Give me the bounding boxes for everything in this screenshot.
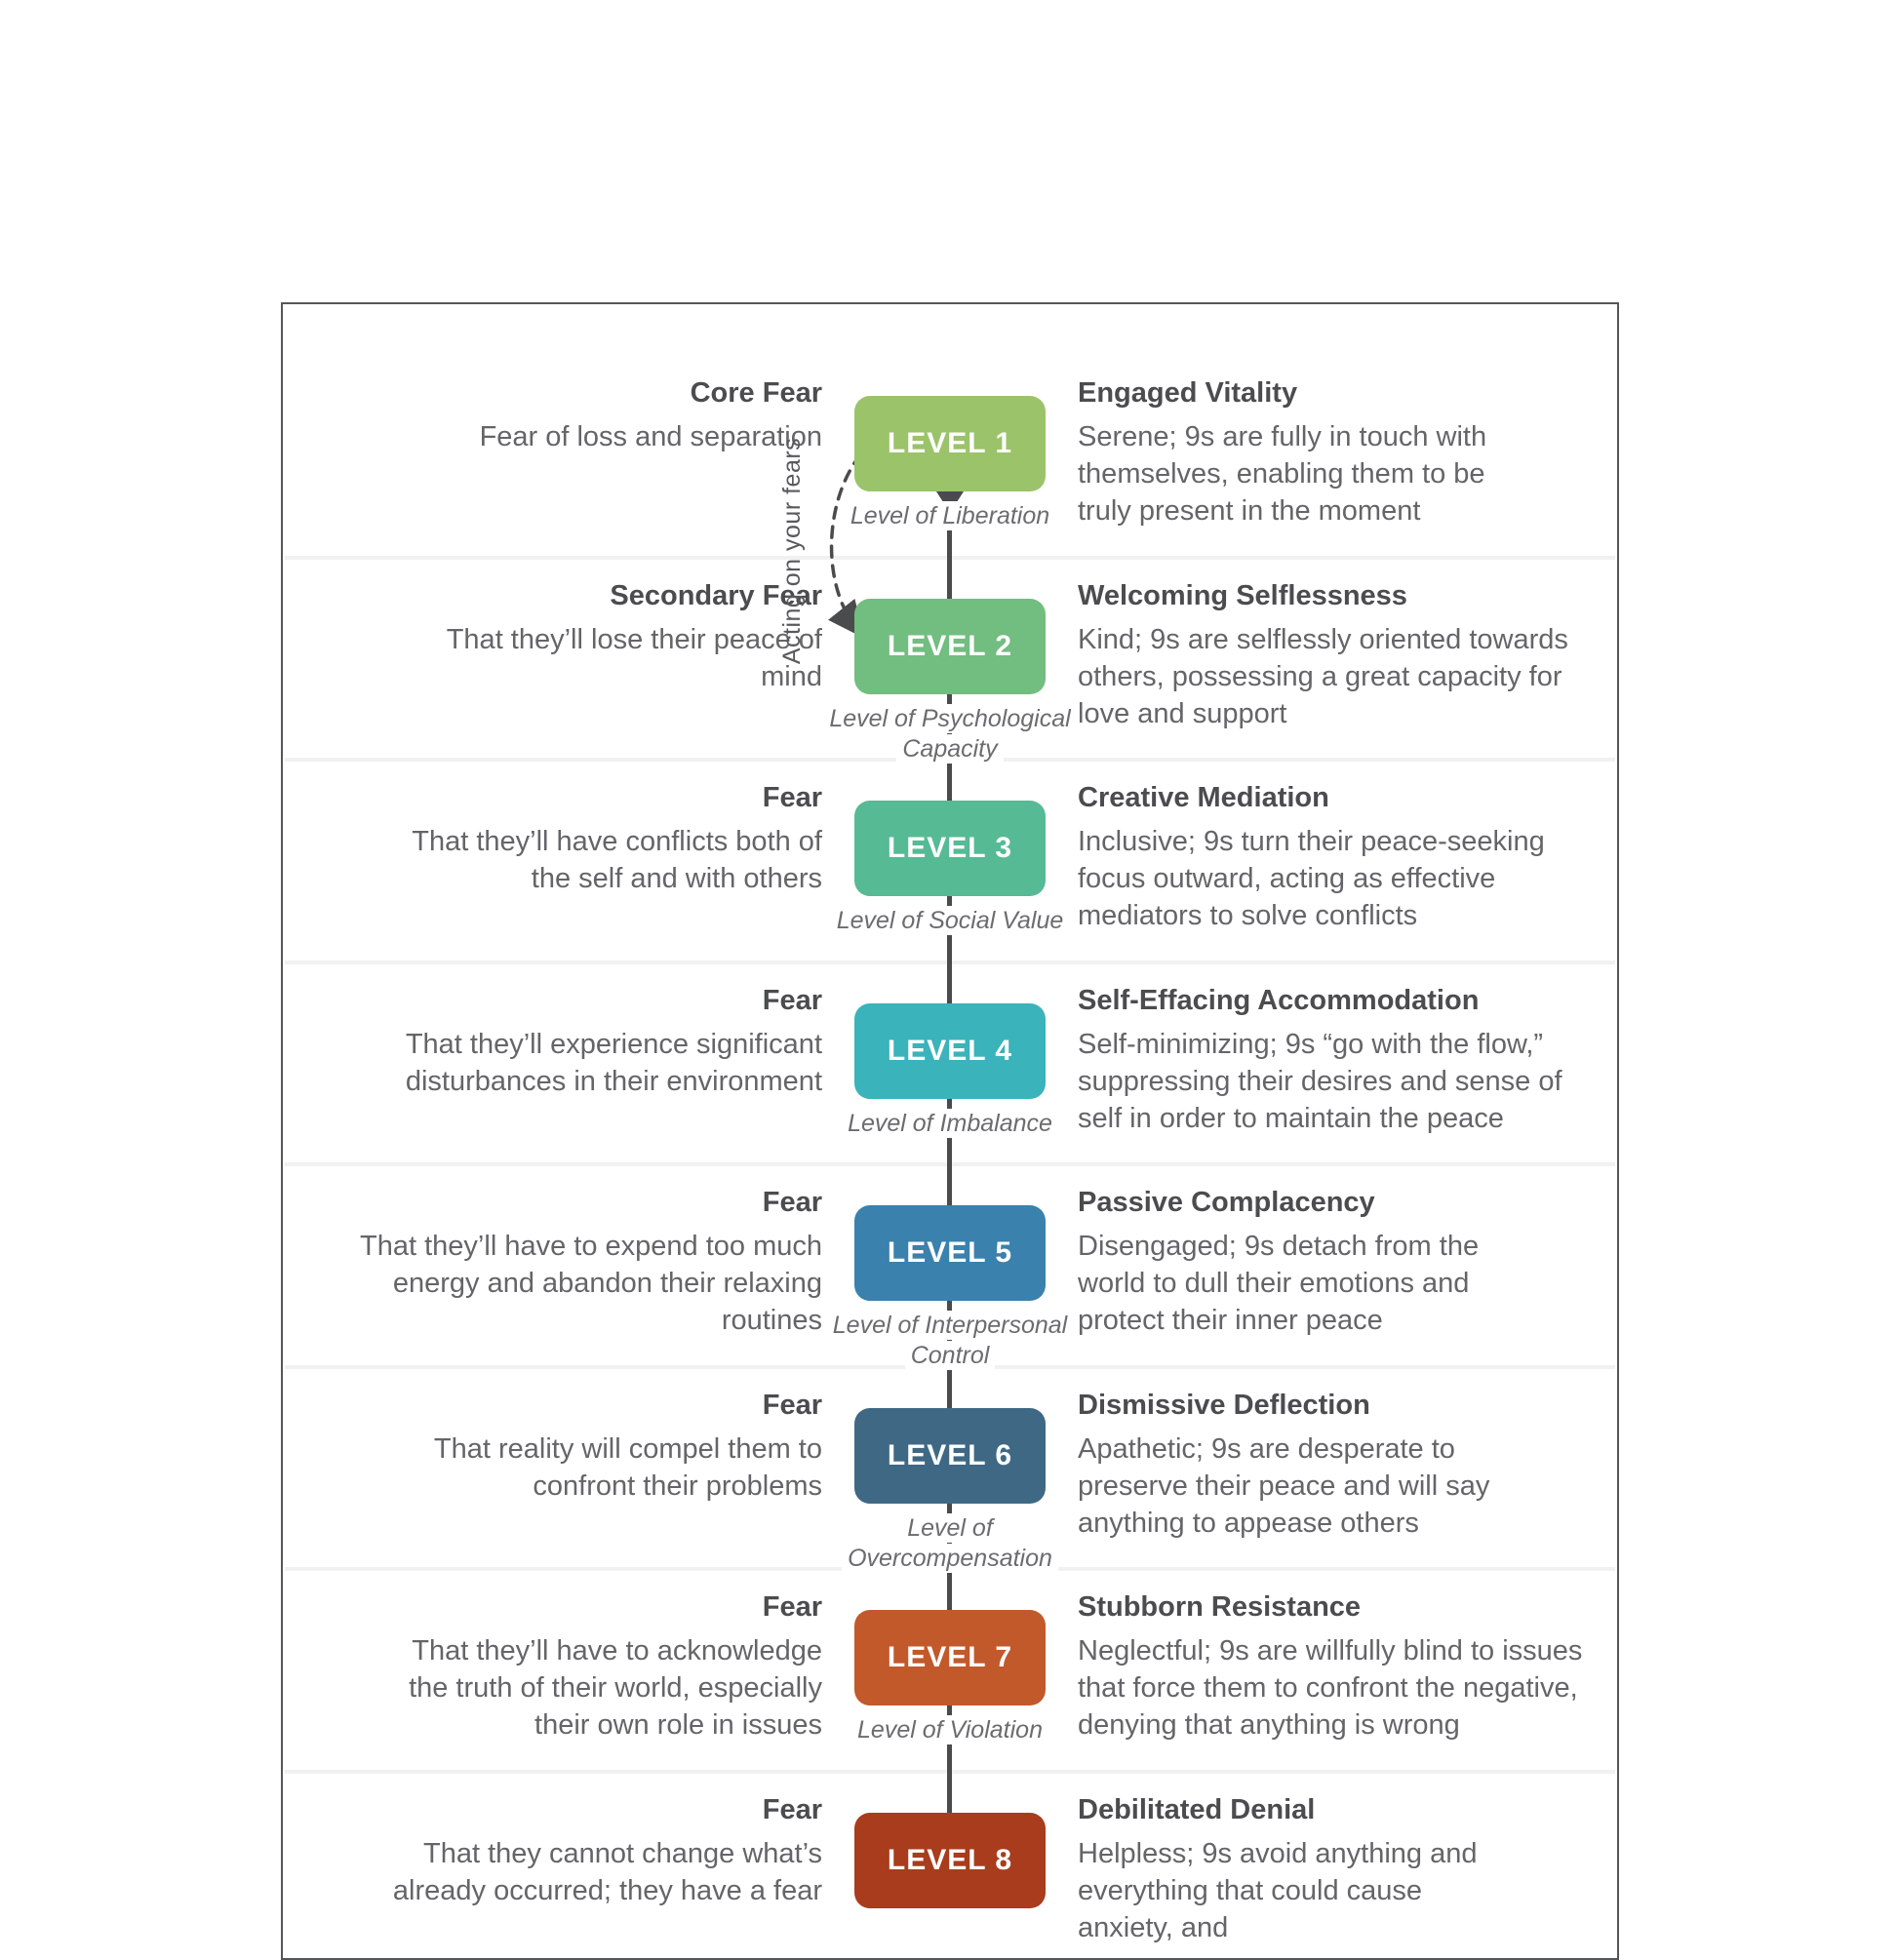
state-block	[1078, 1184, 1629, 1339]
state-title: Creative Mediation	[1078, 782, 1329, 813]
fear-title: Fear	[762, 1794, 822, 1825]
state-title: Passive Complacency	[1078, 1187, 1375, 1218]
state-title: Stubborn Resistance	[1078, 1591, 1362, 1623]
state-block	[1078, 1588, 1629, 1744]
level-7-badge: LEVEL 7	[854, 1610, 1046, 1705]
fear-description: That they’ll have to expend too much energy and abandon their relaxing routines	[360, 1231, 822, 1336]
state-block	[1078, 577, 1629, 732]
level-4-badge: LEVEL 4	[854, 1003, 1046, 1099]
level-label: Level of Psychological Capacity	[818, 704, 1082, 764]
level-6-badge: LEVEL 6	[854, 1408, 1046, 1504]
fear-description: That they’ll have conflicts both of the self and with others	[412, 826, 822, 894]
fear-title: Fear	[762, 1390, 822, 1421]
fear-title: Fear	[762, 1187, 822, 1218]
state-title: Welcoming Selflessness	[1078, 580, 1407, 611]
level-label: Level of Interpersonal Control	[818, 1311, 1082, 1371]
state-block	[1078, 982, 1629, 1137]
state-block	[1078, 1387, 1629, 1542]
fear-title: Core Fear	[690, 377, 822, 409]
state-title: Debilitated Denial	[1078, 1794, 1316, 1825]
fear-block	[281, 374, 822, 455]
state-description: Serene; 9s are fully in touch with themselves, enabling them to be truly present in the moment	[1078, 421, 1487, 527]
state-block	[1078, 779, 1629, 934]
acting-arrow-label: Acting on your fears	[778, 437, 806, 665]
fear-block	[281, 1791, 822, 1909]
fear-description: That they cannot change what’s already occurred; they have a fear	[392, 1838, 822, 1906]
state-description: Self-minimizing; 9s “go with the flow,” suppressing their desires and sense of self in order to maintain the peace	[1078, 1029, 1562, 1134]
level-3-badge: LEVEL 3	[854, 801, 1046, 896]
level-1-badge: LEVEL 1	[854, 396, 1046, 491]
fear-description: Fear of loss and separation	[479, 421, 822, 452]
level-label: Level of Imbalance	[818, 1109, 1082, 1139]
state-description: Inclusive; 9s turn their peace-seeking focus outward, acting as effective mediators to solve conflicts	[1078, 826, 1545, 931]
fear-description: That they’ll experience significant disturbances in their environment	[405, 1029, 822, 1097]
state-description: Apathetic; 9s are desperate to preserve their peace and will say anything to appease others	[1078, 1433, 1490, 1539]
fear-block	[281, 577, 822, 695]
level-2-badge: LEVEL 2	[854, 599, 1046, 694]
fear-block	[281, 1387, 822, 1505]
state-description: Neglectful; 9s are willfully blind to issues that force them to confront the negative, denying that anything is wrong	[1078, 1635, 1583, 1741]
level-label: Level of Social Value	[818, 906, 1082, 936]
fear-description: That reality will compel them to confront their problems	[433, 1433, 822, 1502]
state-block	[1078, 1791, 1629, 1946]
fear-block	[281, 1588, 822, 1744]
fear-title: Fear	[762, 1591, 822, 1623]
level-label	[818, 1918, 1082, 1948]
level-label: Level of Overcompensation	[818, 1513, 1082, 1574]
state-description: Disengaged; 9s detach from the world to dull their emotions and protect their inner peace	[1078, 1231, 1480, 1336]
state-title: Engaged Vitality	[1078, 377, 1298, 409]
fear-title: Secondary Fear	[610, 580, 822, 611]
level-5-badge: LEVEL 5	[854, 1205, 1046, 1301]
state-title: Self-Effacing Accommodation	[1078, 985, 1480, 1016]
fear-block	[281, 1184, 822, 1339]
state-block	[1078, 374, 1629, 529]
fear-title: Fear	[762, 985, 822, 1016]
level-label: Level of Violation	[818, 1715, 1082, 1745]
state-description: Helpless; 9s avoid anything and everything that could cause anxiety, and	[1078, 1838, 1478, 1943]
level-8-badge: LEVEL 8	[854, 1813, 1046, 1908]
fear-block	[281, 982, 822, 1100]
level-label: Level of Liberation	[818, 501, 1082, 531]
state-description: Kind; 9s are selflessly oriented towards others, possessing a great capacity for love and support	[1078, 624, 1568, 729]
state-title: Dismissive Deflection	[1078, 1390, 1370, 1421]
fear-description: That they’ll have to acknowledge the truth of their world, especially their own role in issues	[409, 1635, 822, 1741]
fear-block	[281, 779, 822, 897]
fear-title: Fear	[762, 782, 822, 813]
fear-description: That they’ll lose their peace of mind	[446, 624, 822, 692]
